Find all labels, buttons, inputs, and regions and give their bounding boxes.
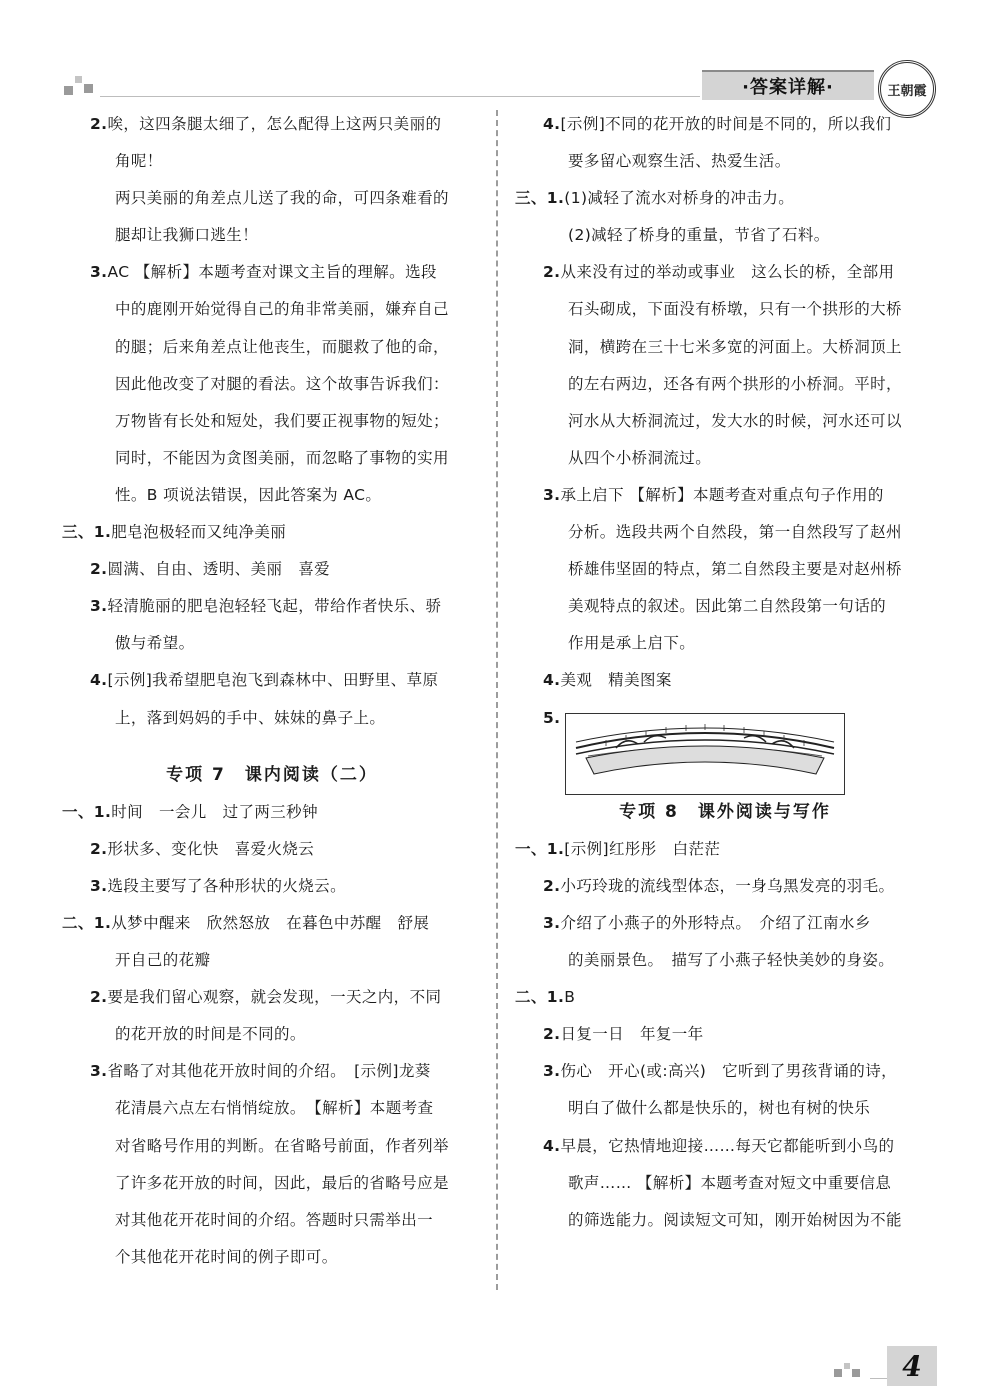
answer-text: 了许多花开放的时间，因此，最后的省略号应是 xyxy=(115,1173,449,1192)
answer-text: 傲与希望。 xyxy=(115,634,195,653)
answer-line xyxy=(515,180,935,217)
question-number: 3. xyxy=(543,1062,561,1081)
answer-line xyxy=(62,1090,482,1127)
answer-line xyxy=(62,588,482,625)
answer-text: [示例]我希望肥皂泡飞到森林中、田野里、草原 xyxy=(107,671,439,690)
answer-text: 花清晨六点左右悄悄绽放。 【解析】本题考查 xyxy=(115,1099,434,1118)
question-number: 3. xyxy=(90,597,108,616)
answer-line xyxy=(62,868,482,905)
answer-text: 伤心 开心(或:高兴) 它听到了男孩背诵的诗， xyxy=(560,1062,898,1081)
answer-text: 肥皂泡极轻而又纯净美丽 xyxy=(111,523,287,542)
question-number: 2. xyxy=(90,560,108,579)
answer-text: (2)减轻了桥身的重量，节省了石料。 xyxy=(568,226,830,245)
question-number: 一、1. xyxy=(515,839,565,858)
answer-text: AC 【解析】本题考查对课文主旨的理解。选段 xyxy=(107,263,437,282)
answer-line xyxy=(515,1053,935,1090)
answer-text: 美观 精美图案 xyxy=(560,671,672,690)
answer-text: 日复一日 年复一年 xyxy=(560,1025,704,1044)
bridge-illustration xyxy=(565,713,845,795)
question-number: 3. xyxy=(90,263,108,282)
question-number: 3. xyxy=(90,1062,108,1081)
answer-text: 从来没有过的举动或事业 这么长的桥，全部用 xyxy=(560,263,895,282)
question-number: 4. xyxy=(543,1136,561,1155)
answer-line xyxy=(62,1053,482,1090)
question-number: 三、1. xyxy=(62,523,112,542)
answer-text: [示例]不同的花开放的时间是不同的，所以我们 xyxy=(560,115,892,133)
answer-text: 的筛选能力。阅读短文可知，刚开始树因为不能 xyxy=(568,1210,902,1229)
answer-line xyxy=(515,254,935,291)
answer-line xyxy=(62,979,482,1016)
page-number: 4 xyxy=(887,1346,937,1386)
answer-line xyxy=(62,700,482,737)
answer-line xyxy=(62,403,482,440)
answer-text: 承上启下 【解析】本题考查对重点句子作用的 xyxy=(560,485,884,504)
answer-line xyxy=(515,143,935,180)
answer-text: 要是我们留心观察，就会发现，一天之内，不同 xyxy=(107,988,442,1007)
answer-text: 角呢！ xyxy=(115,152,163,171)
answer-line xyxy=(515,106,935,143)
question-number: 一、1. xyxy=(62,802,112,821)
answer-text: 从梦中醒来 欣然怒放 在暮色中苏醒 舒展 xyxy=(111,913,430,932)
answer-text: 时间 一会儿 过了两三秒钟 xyxy=(111,802,318,821)
section-title: 专项 8 课外阅读与写作 xyxy=(619,801,831,822)
answer-line xyxy=(515,868,935,905)
answer-text: 的左右两边，还各有两个拱形的小桥洞。平时， xyxy=(568,374,902,393)
answer-text: (1)减轻了流水对桥身的冲击力。 xyxy=(564,189,795,208)
question-number: 3. xyxy=(543,485,561,504)
answer-text: B xyxy=(564,988,576,1007)
answer-text: 对省略号作用的判断。在省略号前面，作者列举 xyxy=(115,1136,449,1155)
question-number: 2. xyxy=(90,839,108,858)
answer-line xyxy=(62,440,482,477)
answer-text: 的腿；后来角差点让他丧生，而腿救了他的命， xyxy=(115,337,449,356)
answer-text: 介绍了小燕子的外形特点。 介绍了江南水乡 xyxy=(560,913,871,932)
column-divider xyxy=(496,110,498,1290)
answer-line xyxy=(515,905,935,942)
answer-line xyxy=(515,1016,935,1053)
answer-line xyxy=(515,366,935,403)
answer-text: 唉，这四条腿太细了，怎么配得上这两只美丽的 xyxy=(107,115,442,133)
answer-text: 轻清脆丽的肥皂泡轻轻飞起，带给作者快乐、骄 xyxy=(107,597,442,616)
question-number: 二、1. xyxy=(62,913,112,932)
answer-line xyxy=(62,217,482,254)
answer-line xyxy=(62,794,482,831)
answer-line xyxy=(62,143,482,180)
answer-line xyxy=(515,217,935,254)
answer-line xyxy=(62,662,482,699)
answer-text: 对其他花开花时间的介绍。答题时只需举出一 xyxy=(115,1210,434,1229)
answer-text: 万物皆有长处和短处，我们要正视事物的短处； xyxy=(115,411,449,430)
question-number: 2. xyxy=(543,876,561,895)
answer-text: 早晨，它热情地迎接……每天它都能听到小鸟的 xyxy=(560,1136,895,1155)
answer-line xyxy=(62,329,482,366)
answer-text: 的美丽景色。 描写了小燕子轻快美妙的身姿。 xyxy=(568,951,895,970)
answer-text: 作用是承上启下。 xyxy=(568,634,696,653)
answer-text: 的花开放的时间是不同的。 xyxy=(115,1025,306,1044)
answer-line xyxy=(515,440,935,477)
question-number: 2. xyxy=(543,1025,561,1044)
answer-text: 上，落到妈妈的手中、妹妹的鼻子上。 xyxy=(115,708,386,727)
header-title: ·答案详解· xyxy=(702,70,874,100)
answer-text: 要多留心观察生活、热爱生活。 xyxy=(568,152,791,171)
answer-text: 两只美丽的角差点儿送了我的命，可四条难看的 xyxy=(115,189,449,208)
question-number: 2. xyxy=(90,115,108,133)
answer-text: 个其他花开花时间的例子即可。 xyxy=(115,1247,338,1266)
answer-line xyxy=(62,291,482,328)
answer-text: 形状多、变化快 喜爱火烧云 xyxy=(107,839,315,858)
question-number: 3. xyxy=(543,913,561,932)
answer-line xyxy=(515,625,935,662)
logo-text: 王朝霞 xyxy=(887,83,927,99)
answer-text: 石头砌成，下面没有桥墩，只有一个拱形的大桥 xyxy=(568,300,902,319)
answer-line xyxy=(62,477,482,514)
answer-line xyxy=(62,831,482,868)
answer-text: 歌声…… 【解析】本题考查对短文中重要信息 xyxy=(568,1173,892,1192)
question-number: 2. xyxy=(90,988,108,1007)
question-number: 三、1. xyxy=(515,189,565,208)
right-column xyxy=(515,106,935,1239)
answer-line xyxy=(515,662,935,699)
answer-text: 明白了做什么都是快乐的，树也有树的快乐 xyxy=(568,1099,871,1118)
answer-text: 美观特点的叙述。因此第二自然段第一句话的 xyxy=(568,597,887,616)
answer-line xyxy=(515,588,935,625)
answer-line xyxy=(62,514,482,551)
answer-text: 河水从大桥洞流过，发大水的时候，河水还可以 xyxy=(568,411,902,430)
answer-line xyxy=(62,942,482,979)
answer-line xyxy=(62,106,482,143)
answer-text: 从四个小桥洞流过。 xyxy=(568,448,712,467)
answer-text: 因此他改变了对腿的看法。这个故事告诉我们： xyxy=(115,374,449,393)
answer-line xyxy=(515,477,935,514)
answer-text: 桥雄伟坚固的特点，第二自然段主要是对赵州桥 xyxy=(568,560,902,579)
header-rule xyxy=(100,96,700,97)
answer-text: 洞，横跨在三十七米多宽的河面上。大桥洞顶上 xyxy=(568,337,902,356)
spacer xyxy=(62,737,482,757)
answer-line xyxy=(515,551,935,588)
question-number: 3. xyxy=(90,876,108,895)
answer-line xyxy=(515,979,935,1016)
left-column xyxy=(62,106,482,1276)
answer-text: [示例]红彤彤 白茫茫 xyxy=(564,839,721,858)
answer-line xyxy=(62,180,482,217)
answer-line xyxy=(62,1239,482,1276)
answer-line xyxy=(515,291,935,328)
answer-line xyxy=(62,905,482,942)
answer-line xyxy=(62,1165,482,1202)
answer-text: 中的鹿刚开始觉得自己的角非常美丽，嫌弃自己 xyxy=(115,300,449,319)
answer-line xyxy=(515,1165,935,1202)
answer-line xyxy=(515,403,935,440)
answer-text: 分析。选段共两个自然段，第一自然段写了赵州 xyxy=(568,523,902,542)
answer-text: 圆满、自由、透明、美丽 喜爱 xyxy=(107,560,331,579)
answer-line xyxy=(515,1090,935,1127)
answer-text: 省略了对其他花开放时间的介绍。 [示例]龙葵 xyxy=(107,1062,431,1081)
answer-text: 选段主要写了各种形状的火烧云。 xyxy=(107,876,346,895)
answer-line xyxy=(62,1128,482,1165)
answer-line xyxy=(62,1016,482,1053)
section-title: 专项 7 课内阅读（二） xyxy=(166,764,378,785)
answer-line xyxy=(62,1202,482,1239)
question-number: 4. xyxy=(543,671,561,690)
answer-text: 开自己的花瓣 xyxy=(115,951,211,970)
answer-line xyxy=(62,551,482,588)
question-number: 5. xyxy=(543,708,561,727)
answer-line xyxy=(515,831,935,868)
question-number: 4. xyxy=(543,115,561,133)
bridge-icon xyxy=(566,714,844,794)
answer-line xyxy=(515,1202,935,1239)
answer-line xyxy=(515,1128,935,1165)
answer-text: 腿却让我狮口逃生！ xyxy=(115,226,259,245)
answer-text: 性。B 项说法错误，因此答案为 AC。 xyxy=(115,485,382,504)
question-number: 4. xyxy=(90,671,108,690)
answer-line xyxy=(515,514,935,551)
answer-line xyxy=(515,329,935,366)
question-number: 二、1. xyxy=(515,988,565,1007)
answer-text: 小巧玲珑的流线型体态，一身乌黑发亮的羽毛。 xyxy=(560,876,895,895)
answer-line xyxy=(62,254,482,291)
answer-line xyxy=(62,625,482,662)
answer-line xyxy=(62,366,482,403)
question-number: 2. xyxy=(543,263,561,282)
answer-text: 同时，不能因为贪图美丽，而忽略了事物的实用 xyxy=(115,448,449,467)
answer-line xyxy=(515,942,935,979)
